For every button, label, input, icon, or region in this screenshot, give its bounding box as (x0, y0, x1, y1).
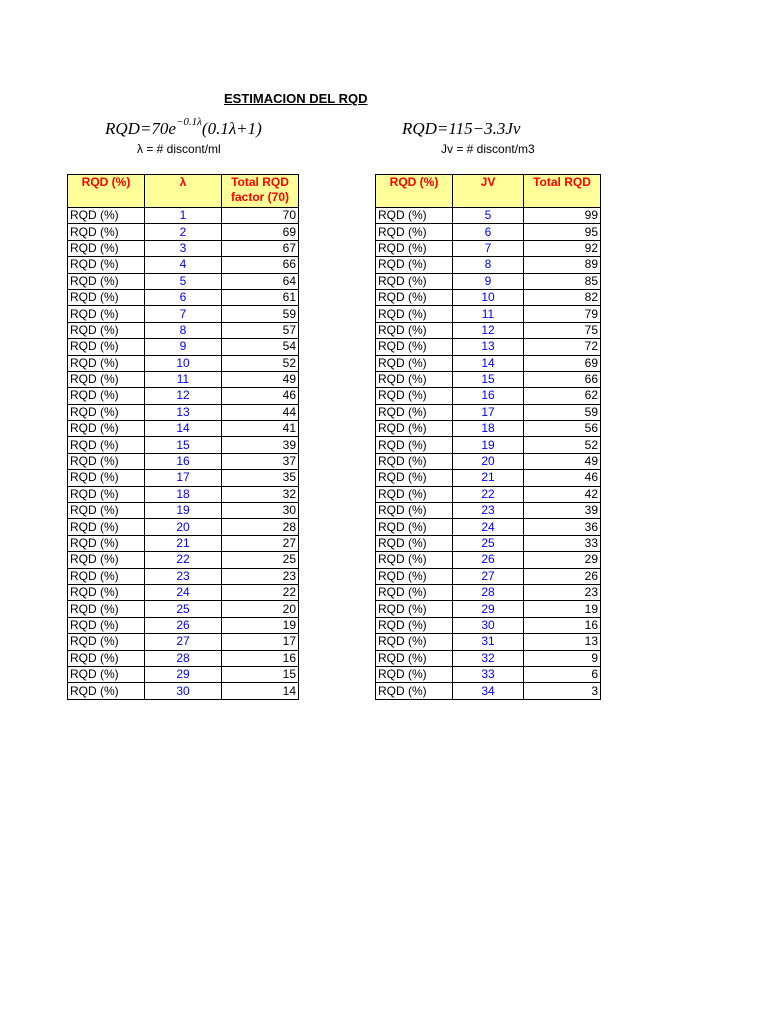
row-label-cell: RQD (%) (68, 666, 145, 682)
row-label-cell: RQD (%) (376, 240, 453, 256)
value-cell: 14 (222, 683, 299, 699)
value-cell: 49 (222, 371, 299, 387)
index-cell: 21 (453, 470, 524, 486)
row-label-cell: RQD (%) (68, 289, 145, 305)
value-cell: 52 (222, 355, 299, 371)
row-label-cell: RQD (%) (68, 535, 145, 551)
row-label-cell: RQD (%) (68, 240, 145, 256)
table-row (376, 666, 601, 682)
table-row (376, 224, 601, 240)
table-row (68, 208, 299, 224)
row-label-cell: RQD (%) (376, 339, 453, 355)
value-cell: 56 (524, 421, 601, 437)
row-label-cell: RQD (%) (68, 208, 145, 224)
table-row (376, 306, 601, 322)
value-cell: 99 (524, 208, 601, 224)
value-cell: 72 (524, 339, 601, 355)
value-cell: 3 (524, 683, 601, 699)
value-cell: 29 (524, 552, 601, 568)
column-header-lambda: λ (145, 175, 222, 208)
row-label-cell: RQD (%) (376, 355, 453, 371)
row-label-cell: RQD (%) (68, 257, 145, 273)
table-row (68, 257, 299, 273)
row-label-cell: RQD (%) (376, 519, 453, 535)
index-cell: 18 (453, 421, 524, 437)
index-cell: 30 (453, 617, 524, 633)
index-cell: 15 (145, 437, 222, 453)
index-cell: 3 (145, 240, 222, 256)
value-cell: 69 (524, 355, 601, 371)
index-cell: 11 (453, 306, 524, 322)
note-right: Jv = # discont/m3 (441, 142, 535, 156)
value-cell: 67 (222, 240, 299, 256)
value-cell: 39 (222, 437, 299, 453)
value-cell: 20 (222, 601, 299, 617)
row-label-cell: RQD (%) (376, 601, 453, 617)
row-label-cell: RQD (%) (68, 683, 145, 699)
table-row (68, 666, 299, 682)
index-cell: 21 (145, 535, 222, 551)
value-cell: 59 (222, 306, 299, 322)
row-label-cell: RQD (%) (376, 568, 453, 584)
formula-right: RQD=115−3.3Jv (402, 119, 521, 138)
row-label-cell: RQD (%) (376, 634, 453, 650)
table-row (68, 371, 299, 387)
column-header-rqd: RQD (%) (68, 175, 145, 208)
table-row (68, 339, 299, 355)
index-cell: 13 (145, 404, 222, 420)
row-label-cell: RQD (%) (68, 273, 145, 289)
table-right-body (376, 208, 601, 700)
value-cell: 75 (524, 322, 601, 338)
table-row (68, 273, 299, 289)
index-cell: 10 (145, 355, 222, 371)
table-row (376, 273, 601, 289)
row-label-cell: RQD (%) (376, 208, 453, 224)
index-cell: 5 (145, 273, 222, 289)
index-cell: 15 (453, 371, 524, 387)
table-row (68, 404, 299, 420)
index-cell: 24 (145, 584, 222, 600)
row-label-cell: RQD (%) (376, 666, 453, 682)
table-row (68, 224, 299, 240)
index-cell: 9 (453, 273, 524, 289)
table-row (68, 240, 299, 256)
index-cell: 19 (145, 503, 222, 519)
index-cell: 6 (453, 224, 524, 240)
index-cell: 8 (145, 322, 222, 338)
value-cell: 42 (524, 486, 601, 502)
index-cell: 17 (453, 404, 524, 420)
table-row (376, 437, 601, 453)
table-row (376, 371, 601, 387)
row-label-cell: RQD (%) (376, 503, 453, 519)
table-row (376, 208, 601, 224)
index-cell: 27 (453, 568, 524, 584)
index-cell: 10 (453, 289, 524, 305)
formula-left-suffix: (0.1λ+1) (201, 119, 262, 138)
table-row (376, 421, 601, 437)
table-row (376, 257, 601, 273)
index-cell: 26 (453, 552, 524, 568)
index-cell: 2 (145, 224, 222, 240)
table-row (68, 650, 299, 666)
index-cell: 14 (453, 355, 524, 371)
index-cell: 27 (145, 634, 222, 650)
row-label-cell: RQD (%) (376, 683, 453, 699)
value-cell: 95 (524, 224, 601, 240)
row-label-cell: RQD (%) (68, 388, 145, 404)
value-cell: 6 (524, 666, 601, 682)
row-label-cell: RQD (%) (376, 224, 453, 240)
index-cell: 16 (453, 388, 524, 404)
note-left: λ = # discont/ml (137, 142, 221, 156)
index-cell: 33 (453, 666, 524, 682)
index-cell: 29 (453, 601, 524, 617)
table-row (68, 535, 299, 551)
row-label-cell: RQD (%) (376, 535, 453, 551)
index-cell: 5 (453, 208, 524, 224)
row-label-cell: RQD (%) (68, 421, 145, 437)
value-cell: 69 (222, 224, 299, 240)
value-cell: 82 (524, 289, 601, 305)
value-cell: 46 (222, 388, 299, 404)
index-cell: 22 (453, 486, 524, 502)
row-label-cell: RQD (%) (68, 404, 145, 420)
value-cell: 66 (524, 371, 601, 387)
index-cell: 22 (145, 552, 222, 568)
table-row (376, 404, 601, 420)
table-row (376, 322, 601, 338)
value-cell: 66 (222, 257, 299, 273)
index-cell: 20 (145, 519, 222, 535)
table-row (68, 306, 299, 322)
row-label-cell: RQD (%) (376, 552, 453, 568)
table-row (68, 486, 299, 502)
row-label-cell: RQD (%) (68, 371, 145, 387)
row-label-cell: RQD (%) (68, 601, 145, 617)
index-cell: 18 (145, 486, 222, 502)
table-row (68, 617, 299, 633)
table-row (376, 470, 601, 486)
table-row (376, 453, 601, 469)
row-label-cell: RQD (%) (68, 453, 145, 469)
row-label-cell: RQD (%) (376, 650, 453, 666)
value-cell: 15 (222, 666, 299, 682)
value-cell: 16 (222, 650, 299, 666)
index-cell: 28 (145, 650, 222, 666)
index-cell: 24 (453, 519, 524, 535)
index-cell: 25 (145, 601, 222, 617)
row-label-cell: RQD (%) (376, 371, 453, 387)
table-row (68, 437, 299, 453)
table-row (376, 388, 601, 404)
table-row (68, 568, 299, 584)
column-header-jv: JV (453, 175, 524, 208)
value-cell: 37 (222, 453, 299, 469)
table-row (68, 421, 299, 437)
table-row (376, 683, 601, 699)
table-row (376, 486, 601, 502)
table-row (68, 552, 299, 568)
value-cell: 54 (222, 339, 299, 355)
table-row (68, 503, 299, 519)
table-row (68, 453, 299, 469)
row-label-cell: RQD (%) (68, 552, 145, 568)
table-row (376, 535, 601, 551)
row-label-cell: RQD (%) (68, 519, 145, 535)
index-cell: 34 (453, 683, 524, 699)
row-label-cell: RQD (%) (68, 470, 145, 486)
row-label-cell: RQD (%) (68, 568, 145, 584)
index-cell: 9 (145, 339, 222, 355)
value-cell: 25 (222, 552, 299, 568)
value-cell: 41 (222, 421, 299, 437)
value-cell: 44 (222, 404, 299, 420)
value-cell: 59 (524, 404, 601, 420)
value-cell: 19 (222, 617, 299, 633)
row-label-cell: RQD (%) (376, 388, 453, 404)
value-cell: 36 (524, 519, 601, 535)
value-cell: 13 (524, 634, 601, 650)
row-label-cell: RQD (%) (68, 322, 145, 338)
index-cell: 1 (145, 208, 222, 224)
table-right (375, 174, 601, 700)
row-label-cell: RQD (%) (68, 650, 145, 666)
row-label-cell: RQD (%) (68, 224, 145, 240)
value-cell: 62 (524, 388, 601, 404)
value-cell: 57 (222, 322, 299, 338)
value-cell: 52 (524, 437, 601, 453)
row-label-cell: RQD (%) (68, 634, 145, 650)
value-cell: 28 (222, 519, 299, 535)
table-row (376, 503, 601, 519)
row-label-cell: RQD (%) (68, 503, 145, 519)
value-cell: 32 (222, 486, 299, 502)
index-cell: 28 (453, 584, 524, 600)
table-row (68, 634, 299, 650)
index-cell: 12 (145, 388, 222, 404)
row-label-cell: RQD (%) (68, 617, 145, 633)
table-row (376, 650, 601, 666)
value-cell: 30 (222, 503, 299, 519)
row-label-cell: RQD (%) (376, 584, 453, 600)
table-row (68, 322, 299, 338)
index-cell: 32 (453, 650, 524, 666)
value-cell: 26 (524, 568, 601, 584)
index-cell: 20 (453, 453, 524, 469)
table-left (67, 174, 299, 700)
table-left-header-row (68, 175, 299, 208)
table-row (376, 339, 601, 355)
table-row (68, 519, 299, 535)
page-title: ESTIMACION DEL RQD (224, 91, 368, 106)
table-row (376, 568, 601, 584)
value-cell: 16 (524, 617, 601, 633)
table-row (68, 388, 299, 404)
row-label-cell: RQD (%) (376, 617, 453, 633)
value-cell: 70 (222, 208, 299, 224)
table-row (376, 617, 601, 633)
table-row (376, 519, 601, 535)
table-row (68, 683, 299, 699)
table-row (376, 240, 601, 256)
index-cell: 31 (453, 634, 524, 650)
table-left-body (68, 208, 299, 700)
row-label-cell: RQD (%) (68, 584, 145, 600)
value-cell: 17 (222, 634, 299, 650)
value-cell: 22 (222, 584, 299, 600)
index-cell: 16 (145, 453, 222, 469)
row-label-cell: RQD (%) (376, 273, 453, 289)
column-header-rqd: RQD (%) (376, 175, 453, 208)
value-cell: 64 (222, 273, 299, 289)
table-row (68, 470, 299, 486)
value-cell: 92 (524, 240, 601, 256)
index-cell: 26 (145, 617, 222, 633)
value-cell: 35 (222, 470, 299, 486)
row-label-cell: RQD (%) (68, 306, 145, 322)
value-cell: 46 (524, 470, 601, 486)
index-cell: 19 (453, 437, 524, 453)
row-label-cell: RQD (%) (376, 289, 453, 305)
index-cell: 12 (453, 322, 524, 338)
column-header-total-rqd: Total RQD (524, 175, 601, 208)
row-label-cell: RQD (%) (376, 322, 453, 338)
index-cell: 29 (145, 666, 222, 682)
row-label-cell: RQD (%) (68, 437, 145, 453)
value-cell: 9 (524, 650, 601, 666)
value-cell: 23 (222, 568, 299, 584)
value-cell: 79 (524, 306, 601, 322)
value-cell: 33 (524, 535, 601, 551)
value-cell: 23 (524, 584, 601, 600)
row-label-cell: RQD (%) (376, 453, 453, 469)
formula-left-exponent: −0.1λ (175, 116, 202, 128)
index-cell: 17 (145, 470, 222, 486)
row-label-cell: RQD (%) (68, 355, 145, 371)
table-row (68, 584, 299, 600)
table-row (376, 289, 601, 305)
row-label-cell: RQD (%) (376, 257, 453, 273)
index-cell: 7 (145, 306, 222, 322)
row-label-cell: RQD (%) (68, 339, 145, 355)
table-row (68, 601, 299, 617)
index-cell: 23 (145, 568, 222, 584)
index-cell: 23 (453, 503, 524, 519)
table-row (68, 355, 299, 371)
table-row (376, 634, 601, 650)
index-cell: 13 (453, 339, 524, 355)
column-header-total-rqd-factor: Total RQD factor (70) (222, 175, 299, 208)
formula-left (105, 116, 262, 139)
table-row (376, 355, 601, 371)
value-cell: 19 (524, 601, 601, 617)
value-cell: 89 (524, 257, 601, 273)
index-cell: 6 (145, 289, 222, 305)
index-cell: 25 (453, 535, 524, 551)
index-cell: 8 (453, 257, 524, 273)
value-cell: 27 (222, 535, 299, 551)
row-label-cell: RQD (%) (376, 437, 453, 453)
value-cell: 85 (524, 273, 601, 289)
index-cell: 14 (145, 421, 222, 437)
value-cell: 61 (222, 289, 299, 305)
index-cell: 7 (453, 240, 524, 256)
row-label-cell: RQD (%) (376, 306, 453, 322)
formula-left-prefix: RQD=70e (105, 119, 176, 138)
index-cell: 30 (145, 683, 222, 699)
index-cell: 4 (145, 257, 222, 273)
row-label-cell: RQD (%) (376, 404, 453, 420)
table-right-header-row (376, 175, 601, 208)
table-row (68, 289, 299, 305)
row-label-cell: RQD (%) (376, 470, 453, 486)
row-label-cell: RQD (%) (68, 486, 145, 502)
index-cell: 11 (145, 371, 222, 387)
table-row (376, 601, 601, 617)
value-cell: 49 (524, 453, 601, 469)
value-cell: 39 (524, 503, 601, 519)
table-row (376, 552, 601, 568)
row-label-cell: RQD (%) (376, 421, 453, 437)
table-row (376, 584, 601, 600)
row-label-cell: RQD (%) (376, 486, 453, 502)
